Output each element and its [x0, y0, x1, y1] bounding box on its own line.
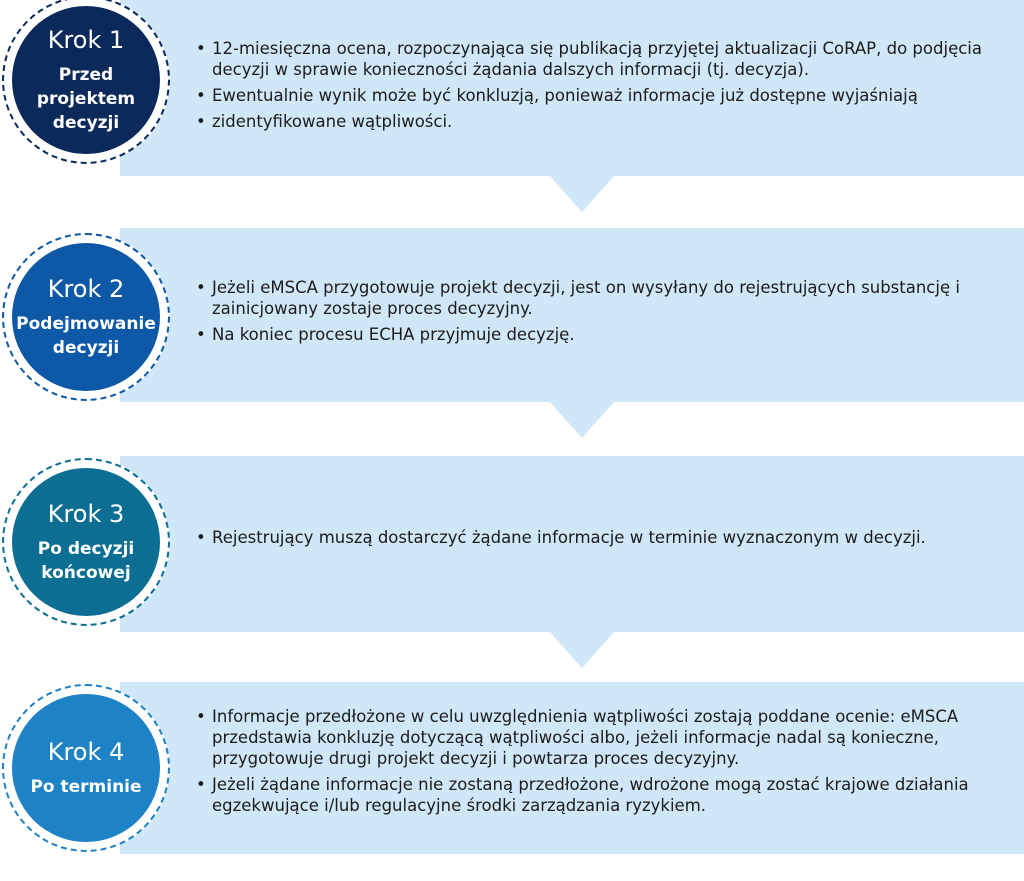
step-2-arrow: [550, 402, 614, 438]
step-2-circle: [12, 243, 160, 391]
step-3-title: Po decyzji końcowej: [37, 539, 135, 583]
step-1: [0, 0, 1024, 176]
step-3: [0, 456, 1024, 632]
step-4-badge: [2, 684, 170, 852]
step-2-number: Krok 2: [47, 275, 125, 303]
step-3-arrow: [550, 632, 614, 668]
step-1-bullet: • 12-miesięczna ocena, rozpoczynająca się publikacją przyjętej aktualizacji CoRAP, do podjęcia decyzji w sprawie konieczności żądania dalszych informacji (tj. decyzja).: [196, 38, 1006, 80]
step-1-circle: [12, 6, 160, 154]
step-2-bullet: • Jeżeli eMSCA przygotowuje projekt decyzji, jest on wysyłany do rejestrujących substancję i zainicjowany zostaje proces decyzyjny.: [196, 277, 1006, 319]
step-3-bullet: • Rejestrujący muszą dostarczyć żądane informacje w terminie wyznaczonym w decyzji.: [196, 527, 1006, 548]
step-4: [0, 682, 1024, 854]
step-2-badge: [2, 233, 170, 401]
step-4-circle: [12, 694, 160, 842]
step-4-bullet: • Informacje przedłożone w celu uwzględnienia wątpliwości zostają poddane ocenie: eMSCA przedstawia konkluzję dotyczącą wątpliwości albo, jeżeli informacje nadal są konieczne, przygotowuje drugi projekt decyzji i powtarza proces decyzyjny.: [196, 706, 1006, 769]
step-4-bullets: [196, 706, 1006, 821]
step-4-number: Krok 4: [47, 738, 125, 766]
step-1-arrow: [550, 176, 614, 212]
step-2: [0, 228, 1024, 402]
step-1-title: Przed projektem decyzji: [36, 65, 136, 133]
step-3-badge: [2, 458, 170, 626]
step-4-title: Po terminie: [30, 777, 142, 797]
step-2-bullets: [196, 277, 1006, 350]
step-1-bullet: • zidentyfikowane wątpliwości.: [196, 111, 1006, 132]
step-1-badge: [2, 0, 170, 164]
step-3-bullets: [196, 527, 1006, 553]
step-3-number: Krok 3: [47, 500, 125, 528]
step-2-bullet: • Na koniec procesu ECHA przyjmuje decyzję.: [196, 324, 1006, 345]
step-1-bullet: • Ewentualnie wynik może być konkluzją, ponieważ informacje już dostępne wyjaśniają: [196, 85, 1006, 106]
step-4-bullet: • Jeżeli żądane informacje nie zostaną przedłożone, wdrożone mogą zostać krajowe działania egzekwujące i/lub regulacyjne środki zarządzania ryzykiem.: [196, 774, 1006, 816]
step-1-bullets: [196, 38, 1006, 137]
step-2-title: Podejmowanie decyzji: [16, 314, 156, 358]
step-1-number: Krok 1: [47, 26, 125, 54]
step-3-circle: [12, 468, 160, 616]
